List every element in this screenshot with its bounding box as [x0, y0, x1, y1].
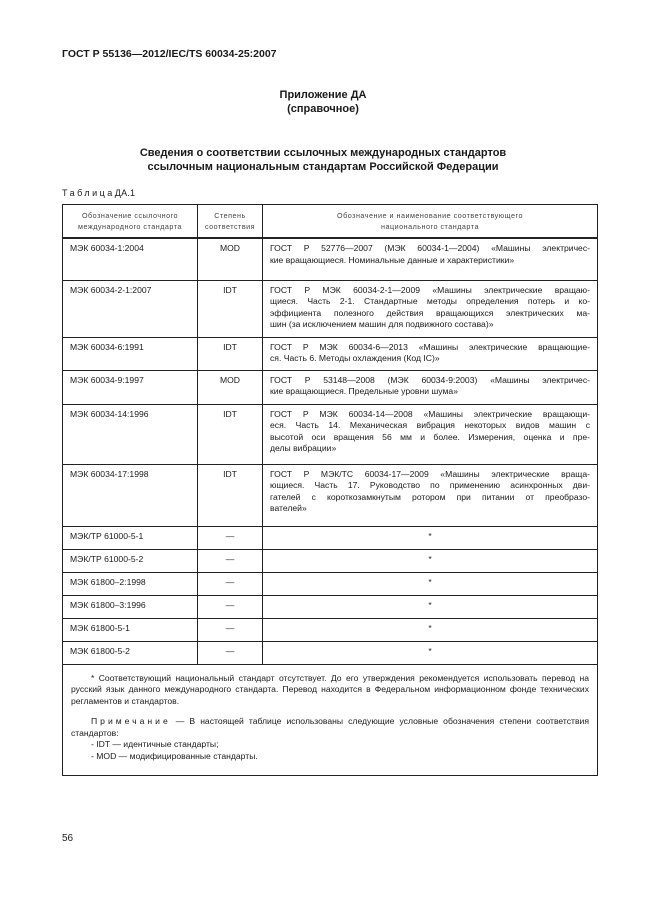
national-standard-line: гателей с короткозамкнутым ротором при питании от преобразо-: [270, 491, 590, 502]
national-standard-cell: [263, 238, 598, 280]
national-standard-line: щиеся. Часть 2-1. Стандартные методы определения потерь и ко-: [270, 296, 590, 307]
national-standard-line: ГОСТ Р МЭК 60034-14—2008 «Машины электрические вращающи-: [270, 408, 590, 419]
degree-cell: —: [198, 572, 263, 595]
degree-cell: —: [198, 526, 263, 549]
table-caption: [62, 188, 135, 198]
intl-standard-cell: МЭК 60034-2-1:2007: [63, 280, 198, 337]
column-header: Степень соответствия: [198, 205, 263, 239]
national-standard-cell: [263, 404, 598, 464]
table-row: [63, 572, 598, 595]
degree-cell: MOD: [198, 370, 263, 404]
national-standard-cell: [263, 618, 598, 641]
table-row: [63, 464, 598, 526]
caption-word: Таблица: [62, 188, 115, 198]
intl-standard-cell: МЭК 60034-9:1997: [63, 370, 198, 404]
table-row: [63, 337, 598, 370]
note-item: - MOD — модифицированные стандарты.: [91, 751, 258, 762]
table-row: [63, 404, 598, 464]
national-standard-line: ГОСТ Р 53148—2008 (МЭК 60034-9:2003) «Машины электричес-: [270, 374, 590, 385]
national-standard-line: *: [428, 622, 432, 633]
note: Примечание — В настоящей таблице использованы следующие условные обозначения степени соответствия стандартов:: [71, 716, 589, 738]
intl-standard-cell: МЭК 61800–2:1998: [63, 572, 198, 595]
national-standard-line: делы вибрации»: [270, 443, 337, 454]
national-standard-line: ющиеся. Часть 17. Руководство по применению асинхронных дви-: [270, 480, 590, 491]
intl-standard-cell: МЭК 60034-14:1996: [63, 404, 198, 464]
table-row: [63, 595, 598, 618]
column-header: Обозначение ссылочного международного стандарта: [63, 205, 198, 239]
standards-table: [62, 204, 598, 776]
national-standard-line: *: [428, 645, 432, 656]
degree-cell: —: [198, 618, 263, 641]
intl-standard-cell: МЭК 60034-17:1998: [63, 464, 198, 526]
national-standard-line: вателей»: [270, 503, 307, 514]
national-standard-cell: [263, 549, 598, 572]
degree-cell: MOD: [198, 238, 263, 280]
national-standard-line: ГОСТ Р МЭК/ТС 60034-17—2009 «Машины электрические враща-: [270, 468, 590, 479]
degree-cell: —: [198, 549, 263, 572]
national-standard-line: еся. Часть 14. Механическая вибрация некоторых видов машин с: [270, 420, 590, 431]
national-standard-cell: [263, 370, 598, 404]
national-standard-line: кие вращающиеся. Предельные уровни шума»: [270, 386, 458, 397]
table-row: [63, 526, 598, 549]
degree-cell: IDT: [198, 404, 263, 464]
page-number: 56: [62, 833, 74, 844]
degree-cell: —: [198, 595, 263, 618]
degree-cell: IDT: [198, 280, 263, 337]
national-standard-line: ся. Часть 6. Методы охлаждения (Код IC)»: [270, 353, 440, 364]
footnote: * Соответствующий национальный стандарт отсутствует. До его утверждения рекомендуется использовать перевод на русский язык данного международного стандарта. Перевод находится в Федеральном информационном фонде технических регламентов и стандартов.: [71, 672, 589, 706]
table-header-row: [63, 205, 598, 239]
national-standard-line: *: [428, 576, 432, 587]
intl-standard-cell: МЭК/ТР 61000-5-2: [63, 549, 198, 572]
intl-standard-cell: МЭК/ТР 61000-5-1: [63, 526, 198, 549]
table-footer: [63, 664, 598, 775]
national-standard-line: *: [428, 530, 432, 541]
degree-cell: IDT: [198, 464, 263, 526]
national-standard-line: высотой оси вращения 56 мм и более. Измерения, оценка и пре-: [270, 431, 590, 442]
heading-line-2: ссылочным национальным стандартам Российской Федерации: [147, 161, 499, 173]
national-standard-line: кие вращающиеся. Номинальные данные и характеристики»: [270, 254, 515, 265]
degree-cell: —: [198, 641, 263, 664]
national-standard-cell: [263, 464, 598, 526]
intl-standard-cell: МЭК 61800–3:1996: [63, 595, 198, 618]
national-standard-cell: [263, 337, 598, 370]
table-row: [63, 238, 598, 280]
table-row: [63, 618, 598, 641]
heading-line-1: Сведения о соответствии ссылочных международных стандартов: [139, 147, 507, 159]
table-row: [63, 549, 598, 572]
table-row: [63, 641, 598, 664]
national-standard-line: *: [428, 553, 432, 564]
national-standard-cell: [263, 595, 598, 618]
document-header: ГОСТ Р 55136—2012/IEC/TS 60034-25:2007: [62, 48, 277, 60]
column-header: Обозначение и наименование соответствующего национального стандарта: [263, 205, 598, 239]
national-standard-line: ГОСТ Р МЭК 60034-6—2013 «Машины электрические вращающие-: [270, 341, 590, 352]
intl-standard-cell: МЭК 61800-5-1: [63, 618, 198, 641]
intl-standard-cell: МЭК 60034-1:2004: [63, 238, 198, 280]
national-standard-line: ГОСТ Р 52776—2007 (МЭК 60034-1—2004) «Машины электричес-: [270, 243, 590, 253]
intl-standard-cell: МЭК 61800-5-2: [63, 641, 198, 664]
national-standard-cell: [263, 641, 598, 664]
table-row: [63, 280, 598, 337]
appendix-title: Приложение ДА: [279, 89, 367, 101]
caption-number: ДА.1: [114, 188, 136, 198]
note-item: - IDT — идентичные стандарты;: [91, 739, 219, 750]
national-standard-line: ГОСТ Р МЭК 60034-2-1—2009 «Машины электрические вращаю-: [270, 284, 590, 295]
intl-standard-cell: МЭК 60034-6:1991: [63, 337, 198, 370]
national-standard-cell: [263, 572, 598, 595]
national-standard-line: *: [428, 599, 432, 610]
national-standard-cell: [263, 280, 598, 337]
national-standard-line: эффициента полезного действия вращающихся электрических ма-: [270, 307, 590, 318]
degree-cell: IDT: [198, 337, 263, 370]
table-row: [63, 370, 598, 404]
appendix-subtitle: (справочное): [287, 103, 359, 115]
national-standard-cell: [263, 526, 598, 549]
national-standard-line: шин (за исключением машин для подвижного состава)»: [270, 319, 494, 330]
